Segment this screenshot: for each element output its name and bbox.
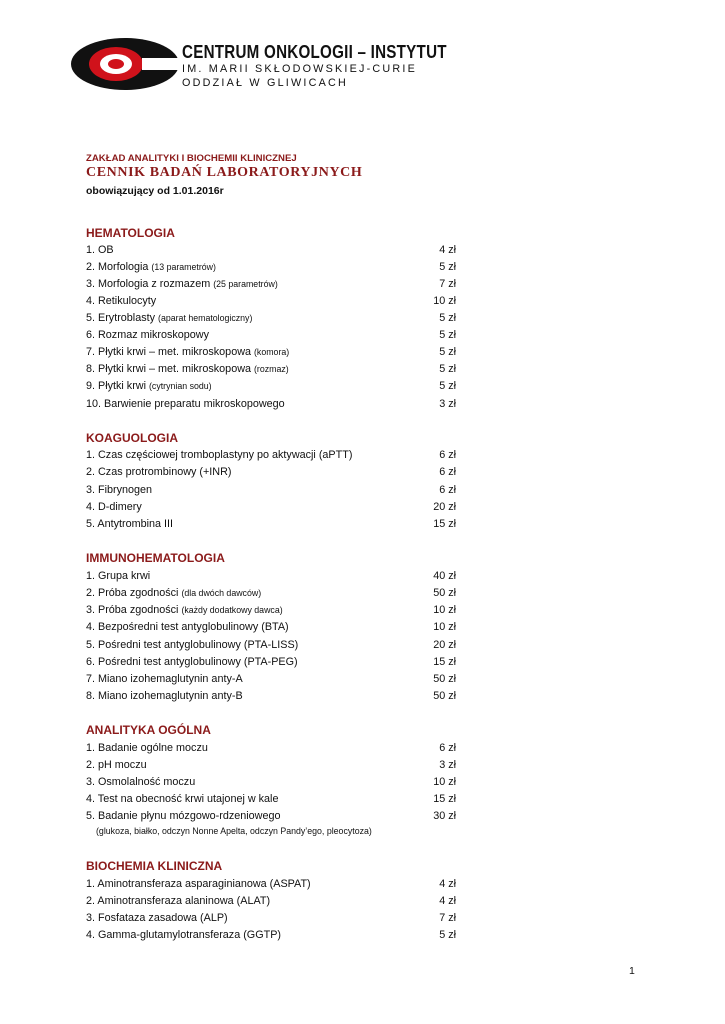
list-item xyxy=(86,757,456,774)
item-note: (dla dwóch dawców) xyxy=(181,588,262,598)
item-name: 5. Erytroblasty (aparat hematologiczny) xyxy=(86,312,253,324)
valid-from: obowiązujący od 1.01.2016r xyxy=(86,185,224,197)
item-price: 30 zł xyxy=(433,810,456,822)
item-note: (13 parametrów) xyxy=(151,262,216,272)
item-price: 5 zł xyxy=(439,329,456,341)
item-price: 15 zł xyxy=(433,656,456,668)
item-name: 3. Osmolalność moczu xyxy=(86,776,196,788)
institute-logo xyxy=(70,37,188,91)
item-price: 5 zł xyxy=(439,380,456,392)
list-item xyxy=(86,602,456,619)
item-note: (każdy dodatkowy dawca) xyxy=(181,605,283,615)
item-price: 5 zł xyxy=(439,346,456,358)
list-item xyxy=(86,654,456,671)
item-name: 3. Próba zgodności (każdy dodatkowy dawca) xyxy=(86,604,283,616)
list-item xyxy=(86,276,456,293)
item-price: 15 zł xyxy=(433,793,456,805)
item-name: 1. Aminotransferaza asparaginianowa (ASPAT) xyxy=(86,878,311,890)
page-number: 1 xyxy=(629,965,635,977)
list-item xyxy=(86,893,456,910)
list-item xyxy=(86,447,456,464)
item-note: (25 parametrów) xyxy=(213,279,278,289)
item-name: 1. Czas częściowej tromboplastyny po aktywacji (aPTT) xyxy=(86,449,353,461)
list-item xyxy=(86,396,456,413)
list-item xyxy=(86,242,456,259)
section-title-koaguologia: KOAGUOLOGIA xyxy=(86,431,178,445)
item-name: 1. OB xyxy=(86,244,114,256)
item-price: 40 zł xyxy=(433,570,456,582)
item-name: 8. Miano izohemaglutynin anty-B xyxy=(86,690,243,702)
document-title: CENNIK BADAŃ LABORATORYJNYCH xyxy=(86,165,363,180)
item-price: 4 zł xyxy=(439,878,456,890)
item-name: 8. Płytki krwi – met. mikroskopowa (rozmaz) xyxy=(86,363,289,375)
item-note: (rozmaz) xyxy=(254,364,289,374)
list-item xyxy=(86,310,456,327)
item-name: 6. Rozmaz mikroskopowy xyxy=(86,329,209,341)
list-item xyxy=(86,791,456,808)
item-name: 4. Bezpośredni test antyglobulinowy (BTA) xyxy=(86,621,289,633)
item-name: 5. Pośredni test antyglobulinowy (PTA-LISS) xyxy=(86,639,299,651)
list-item xyxy=(86,910,456,927)
item-name: 5. Antytrombina III xyxy=(86,518,174,530)
item-name: 7. Płytki krwi – met. mikroskopowa (komora) xyxy=(86,346,290,358)
item-name: 9. Płytki krwi (cytrynian sodu) xyxy=(86,380,212,392)
item-price: 10 zł xyxy=(433,621,456,633)
list-item xyxy=(86,876,456,893)
item-price: 5 zł xyxy=(439,929,456,941)
list-item xyxy=(86,516,456,533)
item-price: 6 zł xyxy=(439,484,456,496)
list-item xyxy=(86,361,456,378)
item-price: 5 zł xyxy=(439,261,456,273)
item-price: 50 zł xyxy=(433,690,456,702)
department-name: ZAKŁAD ANALITYKI I BIOCHEMII KLINICZNEJ xyxy=(86,153,297,164)
list-item xyxy=(86,464,456,481)
item-price: 4 zł xyxy=(439,244,456,256)
item-price: 3 zł xyxy=(439,398,456,410)
item-price: 10 zł xyxy=(433,295,456,307)
item-name: 3. Fibrynogen xyxy=(86,484,153,496)
item-price: 7 zł xyxy=(439,912,456,924)
organization-branch: ODDZIAŁ W GLIWICACH xyxy=(182,77,348,89)
item-price: 10 zł xyxy=(433,604,456,616)
section-title-immunohematologia: IMMUNOHEMATOLOGIA xyxy=(86,551,225,565)
list-item xyxy=(86,927,456,944)
list-item xyxy=(86,327,456,344)
list-item xyxy=(86,344,456,361)
list-item xyxy=(86,637,456,654)
item-name: 2. Czas protrombinowy (+INR) xyxy=(86,466,232,478)
item-name: 2. Morfologia (13 parametrów) xyxy=(86,261,216,273)
item-price: 6 zł xyxy=(439,742,456,754)
item-name: 4. Gamma-glutamylotransferaza (GGTP) xyxy=(86,929,281,941)
list-item xyxy=(86,293,456,310)
item-name: 1. Badanie ogólne moczu xyxy=(86,742,208,754)
item-name: 6. Pośredni test antyglobulinowy (PTA-PEG) xyxy=(86,656,298,668)
item-price: 10 zł xyxy=(433,776,456,788)
item-price: 4 zł xyxy=(439,895,456,907)
list-item xyxy=(86,585,456,602)
item-price: 6 zł xyxy=(439,466,456,478)
list-item xyxy=(86,688,456,705)
list-item xyxy=(86,671,456,688)
item-subnote: (glukoza, białko, odczyn Nonne Apelta, odczyn Pandy’ego, pleocytoza) xyxy=(96,826,372,836)
item-name: 4. Retikulocyty xyxy=(86,295,157,307)
list-item xyxy=(86,259,456,276)
item-name: 10. Barwienie preparatu mikroskopowego xyxy=(86,398,285,410)
item-name: 4. D-dimery xyxy=(86,501,142,513)
section-title-hematologia: HEMATOLOGIA xyxy=(86,226,175,240)
item-note: (cytrynian sodu) xyxy=(149,381,212,391)
organization-name: CENTRUM ONKOLOGII – INSTYTUT xyxy=(182,41,447,62)
item-name: 4. Test na obecność krwi utajonej w kale xyxy=(86,793,279,805)
section-title-biochemia-kliniczna: BIOCHEMIA KLINICZNA xyxy=(86,859,223,873)
item-name: 2. Próba zgodności (dla dwóch dawców) xyxy=(86,587,262,599)
list-item xyxy=(86,499,456,516)
item-name: 3. Morfologia z rozmazem (25 parametrów) xyxy=(86,278,278,290)
item-price: 5 zł xyxy=(439,363,456,375)
item-price: 7 zł xyxy=(439,278,456,290)
item-price: 5 zł xyxy=(439,312,456,324)
item-note: (komora) xyxy=(254,347,290,357)
list-item xyxy=(86,482,456,499)
list-item xyxy=(86,774,456,791)
item-name: 3. Fosfataza zasadowa (ALP) xyxy=(86,912,228,924)
item-name: 2. pH moczu xyxy=(86,759,147,771)
list-item xyxy=(86,568,456,585)
item-note: (aparat hematologiczny) xyxy=(158,313,253,323)
organization-subtitle: IM. MARII SKŁODOWSKIEJ-CURIE xyxy=(182,63,417,75)
item-name: 5. Badanie płynu mózgowo-rdzeniowego xyxy=(86,810,281,822)
item-name: 7. Miano izohemaglutynin anty-A xyxy=(86,673,243,685)
list-item xyxy=(86,619,456,636)
section-title-analityka-ogolna: ANALITYKA OGÓLNA xyxy=(86,723,211,737)
item-price: 3 zł xyxy=(439,759,456,771)
item-price: 50 zł xyxy=(433,673,456,685)
item-name: 1. Grupa krwi xyxy=(86,570,151,582)
list-item xyxy=(86,740,456,757)
item-price: 20 zł xyxy=(433,501,456,513)
item-price: 15 zł xyxy=(433,518,456,530)
item-price: 6 zł xyxy=(439,449,456,461)
list-item xyxy=(86,378,456,395)
item-price: 20 zł xyxy=(433,639,456,651)
list-item xyxy=(86,808,456,825)
organization-block xyxy=(182,42,505,90)
item-price: 50 zł xyxy=(433,587,456,599)
item-name: 2. Aminotransferaza alaninowa (ALAT) xyxy=(86,895,271,907)
